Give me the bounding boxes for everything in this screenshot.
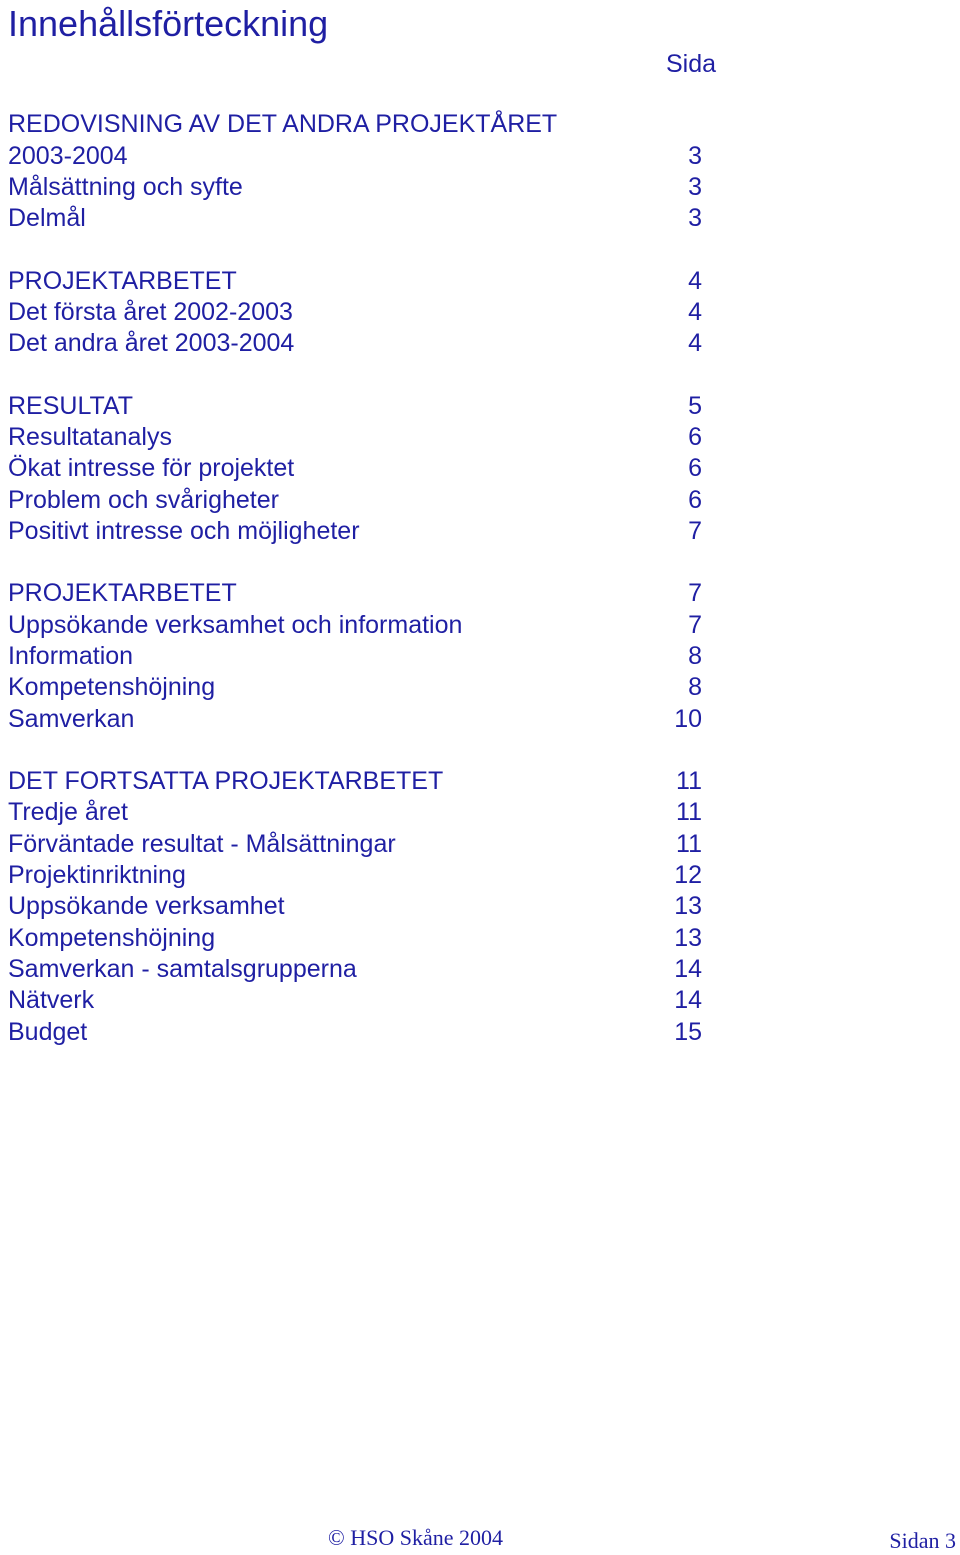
- toc-entry-label: Kompetenshöjning: [8, 924, 216, 952]
- toc-entry-page: 13: [674, 924, 702, 952]
- toc-entry-page: 14: [674, 955, 702, 983]
- toc-entry: [8, 328, 702, 359]
- toc-entry-label: Nätverk: [8, 986, 95, 1014]
- toc-entry-label: PROJEKTARBETET: [8, 267, 237, 295]
- toc-entry-label: Det andra året 2003-2004: [8, 329, 295, 357]
- toc-entry: [8, 954, 702, 985]
- toc-entry-label: REDOVISNING AV DET ANDRA PROJEKTÅRET: [8, 110, 558, 138]
- toc-entry: [8, 266, 702, 297]
- toc-entry-page: 3: [688, 142, 702, 170]
- toc-entry: [8, 923, 702, 954]
- toc-entry-label: Målsättning och syfte: [8, 173, 243, 201]
- toc-entry-page: 15: [674, 1018, 702, 1046]
- toc-entry-page: 4: [688, 298, 702, 326]
- toc-entry-page: 11: [676, 830, 702, 858]
- toc-entry-page: 11: [676, 798, 702, 826]
- toc-entry-page: 4: [688, 267, 702, 295]
- toc-entry: [8, 172, 702, 203]
- toc-entry-label: Kompetenshöjning: [8, 673, 216, 701]
- toc-entry-page: 7: [688, 611, 702, 639]
- toc-entry-page: 7: [688, 579, 702, 607]
- toc-entry-label: Uppsökande verksamhet: [8, 892, 285, 920]
- toc-entry: [8, 516, 702, 547]
- toc-entry: [8, 610, 702, 641]
- toc-entry: [8, 422, 702, 453]
- toc-entry: [8, 1017, 702, 1048]
- toc-entry-page: 8: [688, 673, 702, 701]
- toc-entry: [8, 985, 702, 1016]
- toc-entry-label: 2003-2004: [8, 142, 128, 170]
- toc-entry-page: 10: [674, 705, 702, 733]
- toc-entry-label: Ökat intresse för projektet: [8, 454, 295, 482]
- toc-entry-page: 5: [688, 392, 702, 420]
- toc-entry-label: Uppsökande verksamhet och information: [8, 611, 463, 639]
- toc-entry-page: 4: [688, 329, 702, 357]
- toc-entry: [8, 485, 702, 516]
- toc-entry-page: 6: [688, 454, 702, 482]
- toc-entry: [8, 704, 702, 735]
- toc-entry-label: Budget: [8, 1018, 88, 1046]
- toc-entry-label: Information: [8, 642, 134, 670]
- toc-entry-label: Tredje året: [8, 798, 128, 826]
- toc-entry-label: Förväntade resultat - Målsättningar: [8, 830, 396, 858]
- toc-entry-label: Problem och svårigheter: [8, 486, 279, 514]
- toc-entry-page: 7: [688, 517, 702, 545]
- page-column-header: Sida: [666, 50, 717, 78]
- toc-entry: [8, 297, 702, 328]
- toc-entry-label: Det första året 2002-2003: [8, 298, 293, 326]
- toc-entry-label: PROJEKTARBETET: [8, 579, 237, 607]
- footer-page-number: Sidan 3: [889, 1528, 956, 1553]
- toc-entry: [8, 391, 702, 422]
- toc-entry-label: Samverkan: [8, 705, 135, 733]
- toc-entry-label: Positivt intresse och möjligheter: [8, 517, 360, 545]
- toc-entry: [8, 766, 702, 797]
- toc-entry: [8, 829, 702, 860]
- toc-entry: [8, 453, 702, 484]
- toc-entry-page: 6: [688, 423, 702, 451]
- footer-copyright: © HSO Skåne 2004: [328, 1525, 503, 1550]
- toc-entry-page: 8: [688, 642, 702, 670]
- toc-entry: [8, 109, 702, 140]
- toc-entry-page: 14: [674, 986, 702, 1014]
- toc-entry-label: Resultatanalys: [8, 423, 172, 451]
- toc-entry-label: DET FORTSATTA PROJEKTARBETET: [8, 767, 444, 795]
- toc-entry: [8, 891, 702, 922]
- toc-entry-page: 13: [674, 892, 702, 920]
- toc-entry-label: RESULTAT: [8, 392, 134, 420]
- toc-entry-page: 11: [676, 767, 702, 795]
- toc-entry-label: Delmål: [8, 204, 86, 232]
- toc-entry-label: Projektinriktning: [8, 861, 186, 889]
- page-title: Innehållsförteckning: [8, 3, 329, 44]
- toc-entry-label: Samverkan - samtalsgrupperna: [8, 955, 357, 983]
- toc-entry: [8, 203, 702, 234]
- toc-entry-page: 6: [688, 486, 702, 514]
- toc-entry: [8, 860, 702, 891]
- toc-entry-page: 3: [688, 204, 702, 232]
- toc-entry: [8, 141, 702, 172]
- toc-entry-page: 3: [688, 173, 702, 201]
- toc-entry-page: 12: [674, 861, 702, 889]
- toc-entry: [8, 672, 702, 703]
- toc-entry: [8, 641, 702, 672]
- toc-entry: [8, 797, 702, 828]
- toc-entry: [8, 578, 702, 609]
